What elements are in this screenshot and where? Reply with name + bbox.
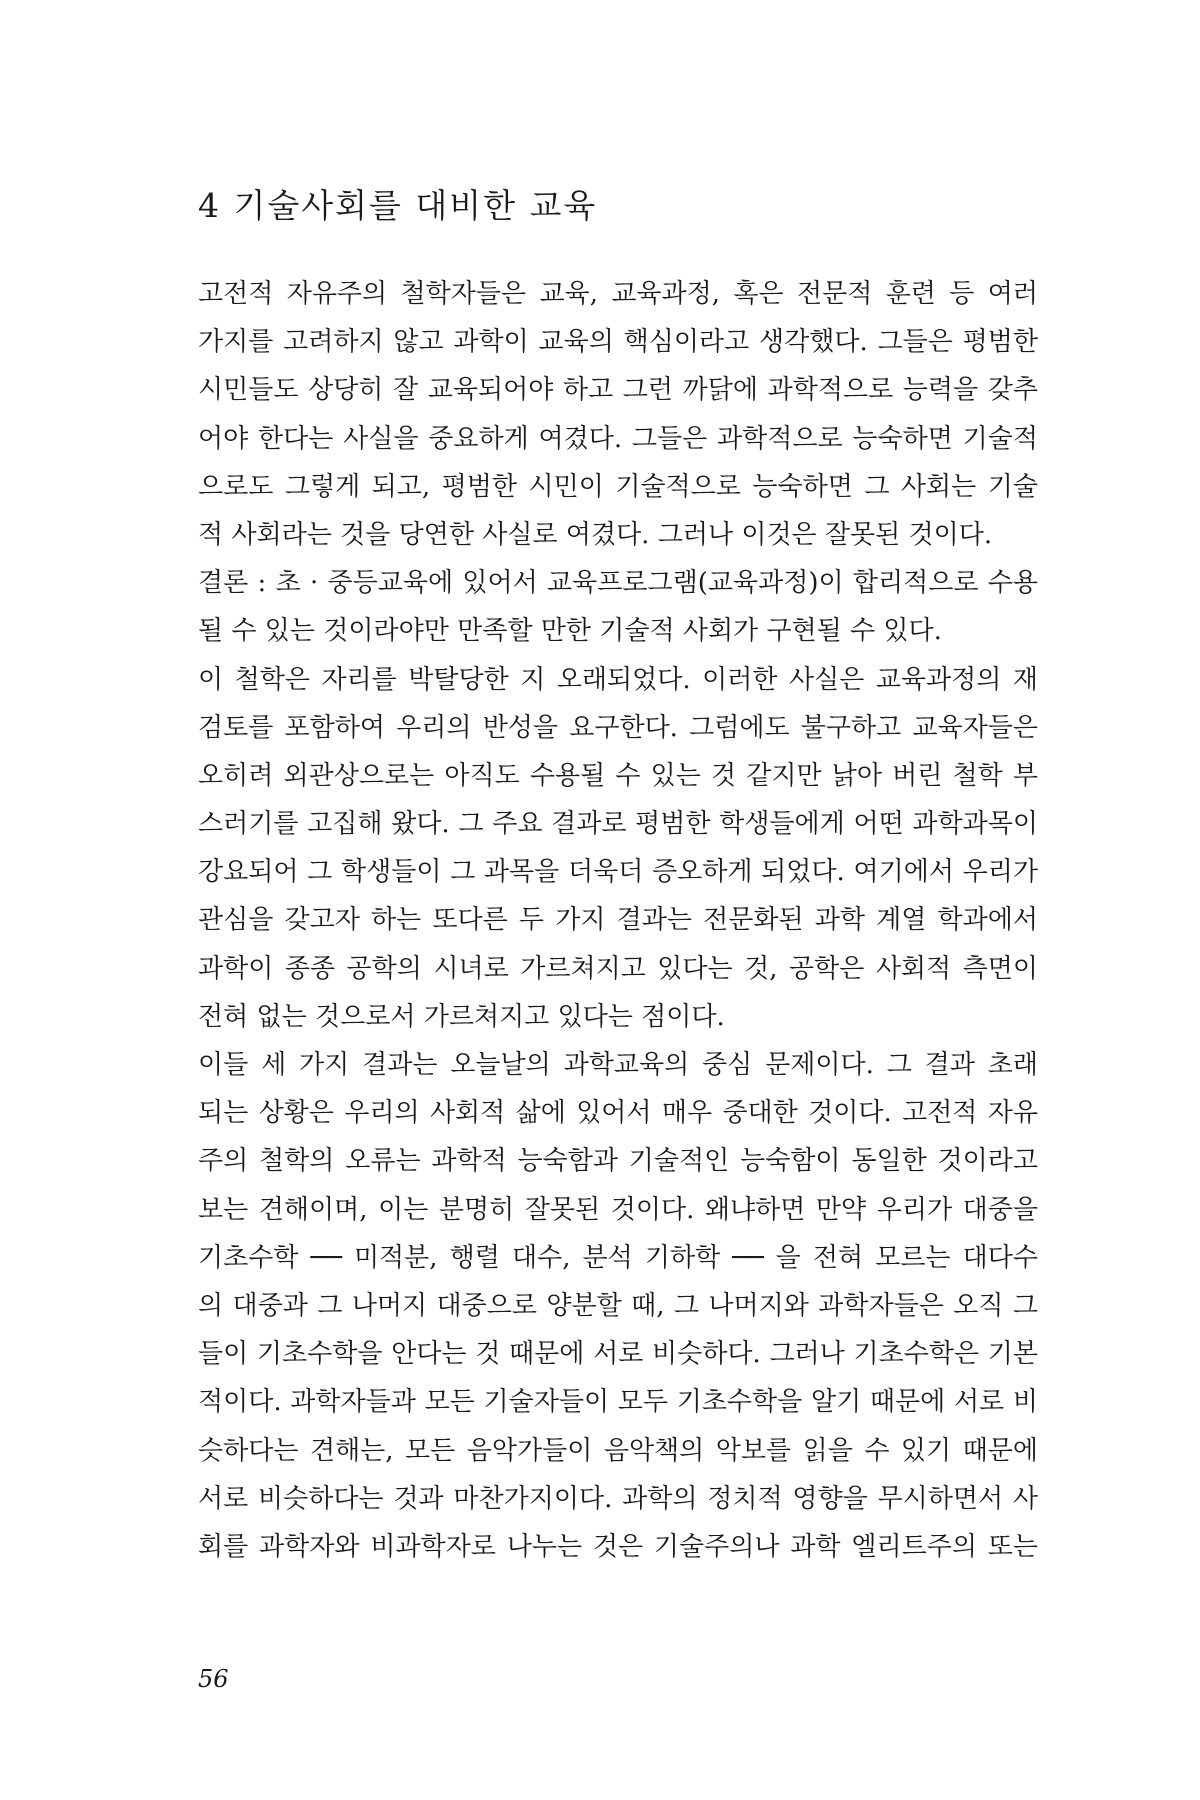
page-number: 56 [198,1665,229,1693]
text-line: 되는 상황은 우리의 사회적 삶에 있어서 매우 중대한 것이다. 고전적 자유 [198,1098,1038,1129]
text-line: 이들 세 가지 결과는 오늘날의 과학교육의 중심 문제이다. 그 결과 초래 [198,1050,1038,1080]
text-line: 오히려 외관상으로는 아직도 수용될 수 있는 것 같지만 낡아 버린 철학 부 [198,760,1038,791]
chapter-heading: 4 기술사회를 대비한 교육 [198,186,598,225]
text-line: 적 사회라는 것을 당연한 사실로 여겼다. 그러나 이것은 잘못된 것이다. [198,519,993,550]
text-line: 으로도 그렇게 되고, 평범한 시민이 기술적으로 능숙하면 그 사회는 기술 [198,471,1038,502]
body-text [198,270,1038,1571]
text-line: 보는 견해이며, 이는 분명히 잘못된 것이다. 왜냐하면 만약 우리가 대중을 [198,1194,1038,1225]
text-line: 주의 철학의 오류는 과학적 능숙함과 기술적인 능숙함이 동일한 것이라고 [198,1146,1038,1177]
text-line: 고전적 자유주의 철학자들은 교육, 교육과정, 혹은 전문적 훈련 등 여러 [198,279,1038,309]
text-line: 관심을 갖고자 하는 또다른 두 가지 결과는 전문화된 과학 계열 학과에서 [198,905,1038,936]
text-line: 강요되어 그 학생들이 그 과목을 더욱더 증오하게 되었다. 여기에서 우리가 [198,857,1038,888]
text-line: 회를 과학자와 비과학자로 나누는 것은 기술주의나 과학 엘리트주의 또는 [198,1531,1038,1562]
text-line: 전혀 없는 것으로서 가르쳐지고 있다는 점이다. [198,1001,725,1032]
text-line: 어야 한다는 사실을 중요하게 여겼다. 그들은 과학적으로 능숙하면 기술적 [198,423,1038,454]
text-line: 기초수학 ── 미적분, 행렬 대수, 분석 기하학 ── 을 전혀 모르는 대다수 [198,1242,1038,1273]
text-line: 서로 비슷하다는 것과 마찬가지이다. 과학의 정치적 영향을 무시하면서 사 [198,1483,1038,1514]
text-line: 이 철학은 자리를 박탈당한 지 오래되었다. 이러한 사실은 교육과정의 재 [198,664,1038,695]
text-line: 검토를 포함하여 우리의 반성을 요구한다. 그럼에도 불구하고 교육자들은 [198,712,1038,743]
text-line: 의 대중과 그 나머지 대중으로 양분할 때, 그 나머지와 과학자들은 오직 그 [198,1290,1038,1321]
text-line: 될 수 있는 것이라야만 만족할 만한 기술적 사회가 구현될 수 있다. [198,616,942,647]
text-line: 적이다. 과학자들과 모든 기술자들이 모두 기초수학을 알기 때문에 서로 비 [198,1387,1038,1418]
text-line: 들이 기초수학을 안다는 것 때문에 서로 비슷하다. 그러나 기초수학은 기본 [198,1339,1038,1370]
text-line: 시민들도 상당히 잘 교육되어야 하고 그런 까닭에 과학적으로 능력을 갖추 [198,375,1038,406]
text-line: 슷하다는 견해는, 모든 음악가들이 음악책의 악보를 읽을 수 있기 때문에 [198,1435,1038,1466]
text-line: 결론 : 초 · 중등교육에 있어서 교육프로그램(교육과정)이 합리적으로 수용 [198,568,1038,599]
text-line: 스러기를 고집해 왔다. 그 주요 결과로 평범한 학생들에게 어떤 과학과목이 [198,809,1038,840]
text-line: 가지를 고려하지 않고 과학이 교육의 핵심이라고 생각했다. 그들은 평범한 [198,327,1038,358]
text-line: 과학이 종종 공학의 시녀로 가르쳐지고 있다는 것, 공학은 사회적 측면이 [198,953,1038,984]
